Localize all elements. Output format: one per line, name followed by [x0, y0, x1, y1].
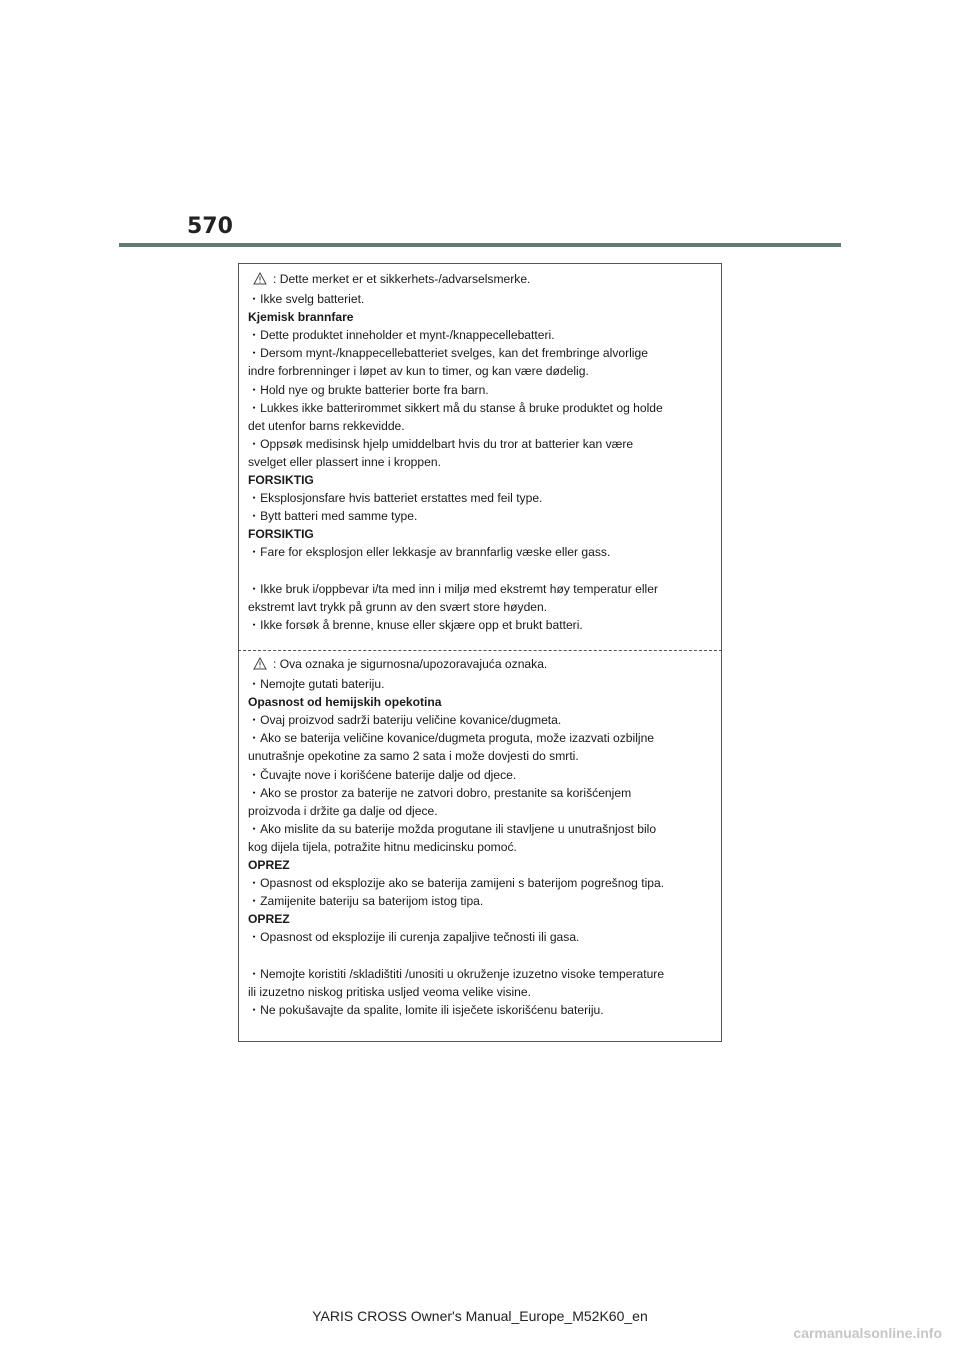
text-line: unutrašnje opekotine za samo 2 sata i može dovjesti do smrti. [248, 749, 579, 764]
text-line: ・Ne pokušavajte da spalite, lomite ili isječete iskorišćenu bateriju. [248, 1002, 604, 1017]
text-line: ・Hold nye og brukte batterier borte fra barn. [248, 382, 489, 397]
text-line: indre forbrenninger i løpet av kun to timer, og kan være dødelig. [248, 364, 589, 379]
text-line: ekstremt lavt trykk på grunn av den svært store høyden. [248, 599, 548, 614]
text-line: ・Fare for eksplosjon eller lekkasje av brannfarlig væske eller gass. [248, 545, 611, 560]
caution-heading: FORSIKTIG [248, 473, 314, 488]
text-line: ・Ikke bruk i/oppbevar i/ta med inn i miljø med ekstremt høy temperatur eller [248, 581, 658, 596]
caution-heading: OPREZ [248, 858, 290, 873]
warning-sheet [238, 263, 722, 1042]
text-line: ・Ikke forsøk å brenne, knuse eller skjære opp et brukt batteri. [248, 617, 583, 632]
text-line: ・Oppsøk medisinsk hjelp umiddelbart hvis du tror at batterier kan være [248, 436, 634, 451]
section-divider [238, 650, 722, 651]
text-line: ・Opasnost od eksplozije ako se baterija zamijeni s baterijom pogrešnog tipa. [248, 876, 665, 891]
text-line: det utenfor barns rekkevidde. [248, 418, 405, 433]
text-line: kog dijela tijela, potražite hitnu medicinsku pomoć. [248, 839, 517, 854]
warning-triangle-icon [253, 657, 267, 675]
text-line: ・Ikke svelg batteriet. [248, 292, 365, 307]
section-heading: Opasnost od hemijskih opekotina [248, 695, 442, 710]
warning-triangle-icon [253, 272, 267, 290]
croatian-warning-block [239, 655, 721, 1019]
page-number: 570 [187, 214, 233, 239]
text-line: ・Ako mislite da su baterije možda progutane ili stavljene u unutrašnjost bilo [248, 821, 657, 836]
warning-label-row [239, 655, 721, 675]
text-line: ・Ovaj proizvod sadrži bateriju veličine kovanice/dugmeta. [248, 713, 562, 728]
text-line: ・Zamijenite bateriju sa baterijom istog tipa. [248, 894, 484, 909]
caution-heading: OPREZ [248, 912, 290, 927]
warning-label-text: : Ova oznaka je sigurnosna/upozoravajuća oznaka. [273, 657, 548, 671]
header-rule [119, 243, 841, 247]
text-line: proizvoda i držite ga dalje od djece. [248, 803, 438, 818]
text-line: ・Dette produktet inneholder et mynt-/knappecellebatteri. [248, 328, 555, 343]
text-line: ・Čuvajte nove i korišćene baterije dalje od djece. [248, 767, 517, 782]
text-line: ・Ako se baterija veličine kovanice/dugmeta proguta, može izazvati ozbiljne [248, 731, 655, 746]
warning-label-row [239, 270, 721, 290]
text-line: ・Ako se prostor za baterije ne zatvori dobro, prestanite sa korišćenjem [248, 785, 632, 800]
warning-label-text: : Dette merket er et sikkerhets-/advarselsmerke. [273, 272, 531, 286]
text-line: svelget eller plassert inne i kroppen. [248, 454, 441, 469]
text-line: ili izuzetno niskog pritiska usljed veoma velike visine. [248, 984, 531, 999]
text-line: ・Nemojte koristiti /skladištiti /unositi u okruženje izuzetno visoke temperature [248, 966, 665, 981]
caution-heading: FORSIKTIG [248, 527, 314, 542]
text-line: ・Eksplosjonsfare hvis batteriet erstattes med feil type. [248, 491, 543, 506]
watermark: carmanualsonline.info [793, 1325, 942, 1341]
text-line: ・Opasnost od eksplozije ili curenja zapaljive tečnosti ili gasa. [248, 930, 580, 945]
norwegian-warning-block [239, 270, 721, 634]
text-line: ・Nemojte gutati bateriju. [248, 677, 385, 692]
section-heading: Kjemisk brannfare [248, 310, 354, 325]
text-line: ・Lukkes ikke batterirommet sikkert må du stanse å bruke produktet og holde [248, 400, 663, 415]
text-line: ・Dersom mynt-/knappecellebatteriet svelges, kan det frembringe alvorlige [248, 346, 648, 361]
text-line: ・Bytt batteri med samme type. [248, 509, 418, 524]
manual-footer: YARIS CROSS Owner's Manual_Europe_M52K60_en [312, 1308, 648, 1324]
